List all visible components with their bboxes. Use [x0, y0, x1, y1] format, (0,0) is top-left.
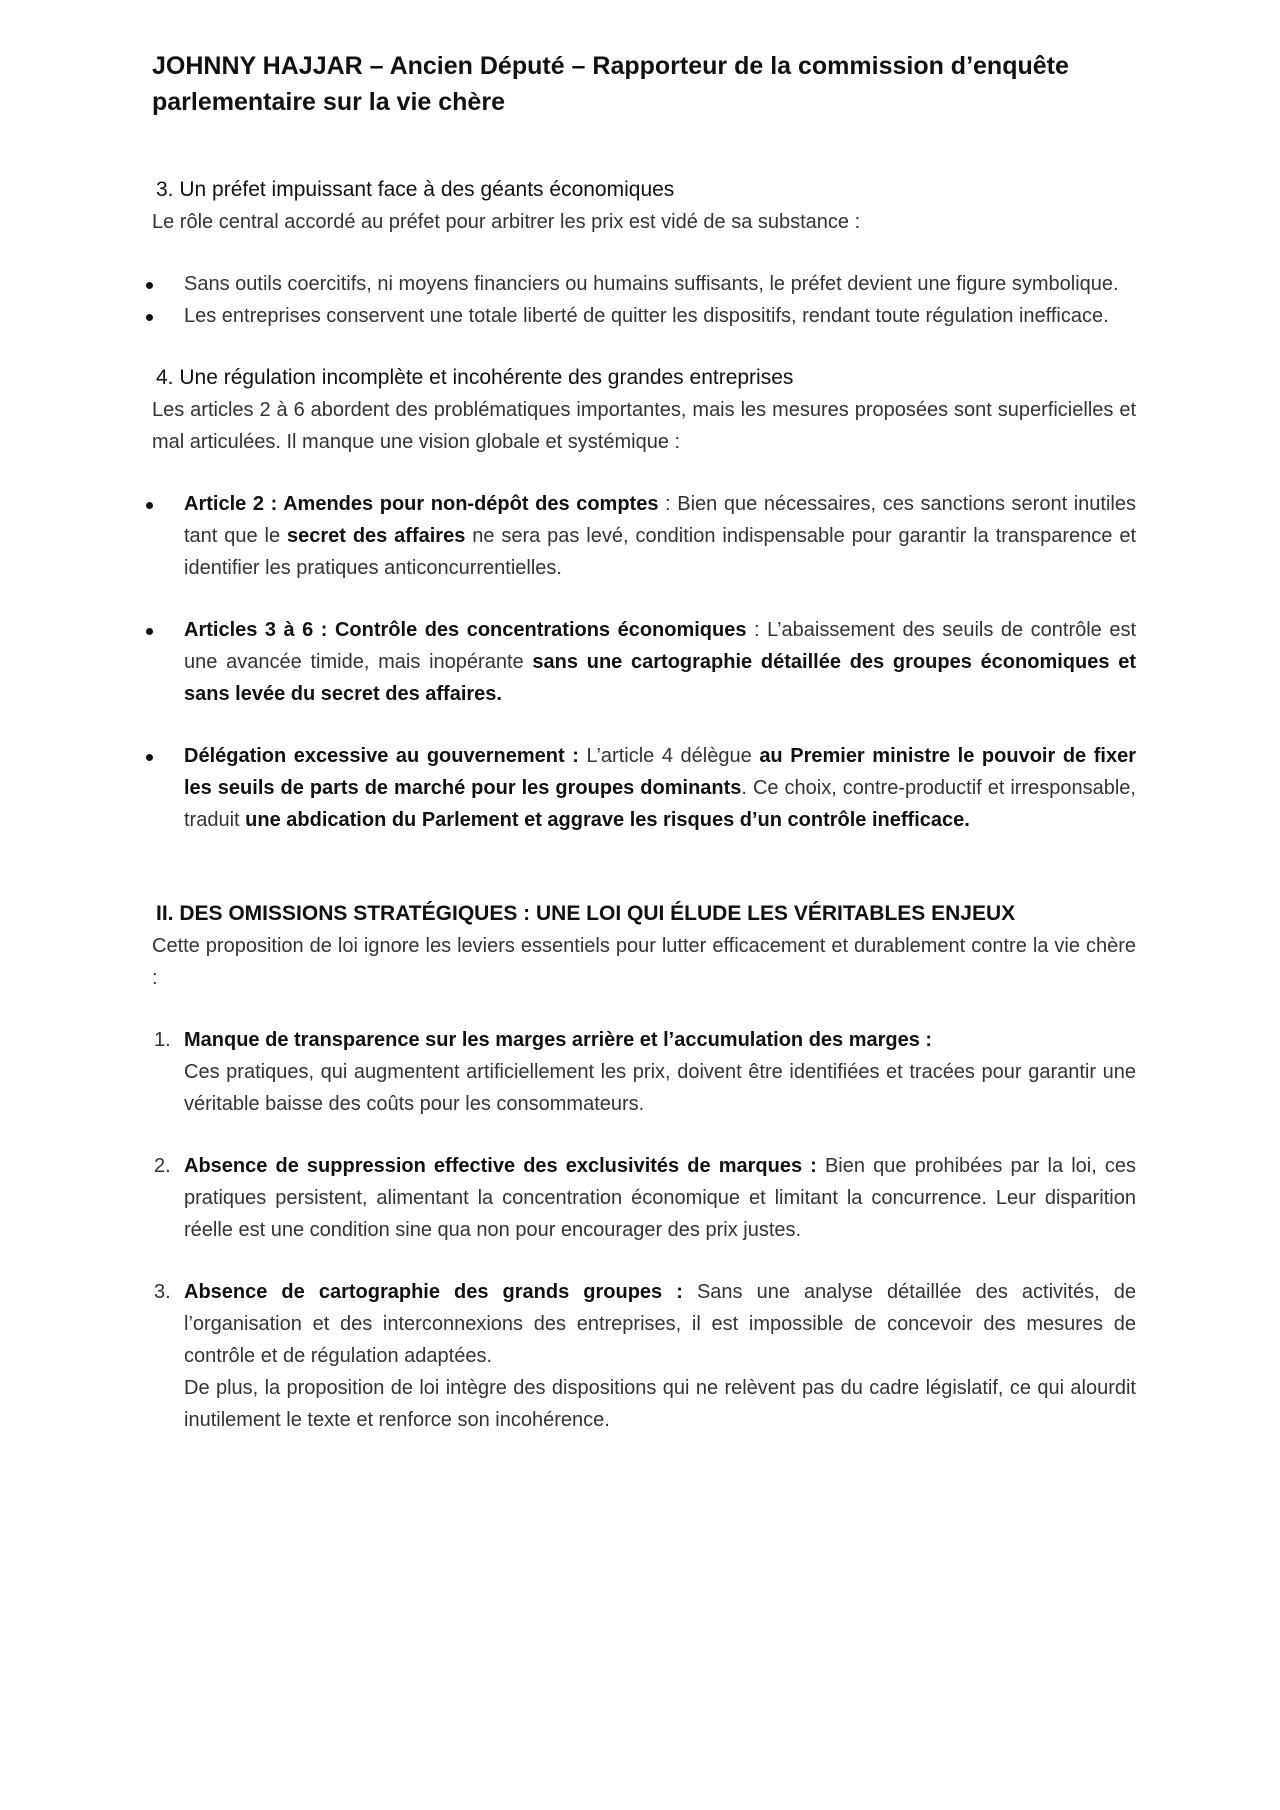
section-heading: 3. Un préfet impuissant face à des géants économiques — [156, 178, 675, 201]
list-item: 3. Absence de cartographie des grands groupes : Sans une analyse détaillée des activités, de l’organisation et des interconnexions des entreprises, il est impossible de concevoir des mesures de contrôle et de régulation adaptées. De plus, la proposition de loi intègre des dispositions qui ne relèvent pas du cadre législatif, ce qui alourdit inutilement le texte et renforce son incohérence. — [152, 1276, 1136, 1436]
item-number: 3. — [154, 1281, 171, 1303]
document-title: JOHNNY HAJJAR – Ancien Député – Rapporteur de la commission d’enquête parlementaire sur la vie chère — [152, 52, 1069, 116]
list-item: Sans outils coercitifs, ni moyens financiers ou humains suffisants, le préfet devient une figure symbolique. — [152, 268, 1136, 300]
section-regulation — [152, 362, 1136, 836]
section-prefet — [152, 174, 1136, 332]
section-intro: Les articles 2 à 6 abordent des problématiques importantes, mais les mesures proposées sont superficielles et mal articulées. Il manque une vision globale et systémique : — [152, 399, 1136, 453]
section-heading: II. DES OMISSIONS STRATÉGIQUES : UNE LOI QUI ÉLUDE LES VÉRITABLES ENJEUX — [156, 902, 1016, 925]
item-number: 2. — [154, 1155, 171, 1177]
section-intro: Cette proposition de loi ignore les leviers essentiels pour lutter efficacement et durablement contre la vie chère : — [152, 935, 1136, 989]
bullet-list — [152, 740, 1136, 836]
section-heading: 4. Une régulation incomplète et incohérente des grandes entreprises — [156, 366, 794, 389]
numbered-list — [152, 1150, 1136, 1246]
bullet-icon — [146, 282, 153, 289]
list-item: 1. Manque de transparence sur les marges arrière et l’accumulation des marges : Ces pratiques, qui augmentent artificiellement les prix, doivent être identifiées et tracées pour garantir une véritable baisse des coûts pour les consommateurs. — [152, 1024, 1136, 1120]
list-item: Les entreprises conservent une totale liberté de quitter les dispositifs, rendant toute régulation inefficace. — [152, 300, 1136, 332]
bullet-icon — [146, 314, 153, 321]
numbered-list — [152, 1276, 1136, 1436]
bullet-list — [152, 268, 1136, 332]
list-item: Article 2 : Amendes pour non-dépôt des comptes : Bien que nécessaires, ces sanctions seront inutiles tant que le secret des affaires ne sera pas levé, condition indispensable pour garantir la transparence et identifier les pratiques anticoncurrentielles. — [152, 488, 1136, 584]
list-item: Articles 3 à 6 : Contrôle des concentrations économiques : L’abaissement des seuils de contrôle est une avancée timide, mais inopérante sans une cartographie détaillée des groupes économiques et sans levée du secret des affaires. — [152, 614, 1136, 710]
list-item: Délégation excessive au gouvernement : L’article 4 délègue au Premier ministre le pouvoir de fixer les seuils de parts de marché pour les groupes dominants. Ce choix, contre-productif et irresponsable, traduit une abdication du Parlement et aggrave les risques d’un contrôle inefficace. — [152, 740, 1136, 836]
bullet-icon — [146, 754, 153, 761]
numbered-list — [152, 1024, 1136, 1120]
bullet-icon — [146, 502, 153, 509]
item-number: 1. — [154, 1029, 171, 1051]
bullet-icon — [146, 628, 153, 635]
list-item: 2. Absence de suppression effective des exclusivités de marques : Bien que prohibées par la loi, ces pratiques persistent, alimentant la concentration économique et limitant la concurrence. Leur disparition réelle est une condition sine qua non pour encourager des prix justes. — [152, 1150, 1136, 1246]
section-omissions — [152, 898, 1136, 1436]
section-intro: Le rôle central accordé au préfet pour arbitrer les prix est vidé de sa substance : — [152, 211, 861, 233]
document-page — [152, 48, 1136, 1436]
bullet-list — [152, 614, 1136, 710]
bullet-list — [152, 488, 1136, 584]
